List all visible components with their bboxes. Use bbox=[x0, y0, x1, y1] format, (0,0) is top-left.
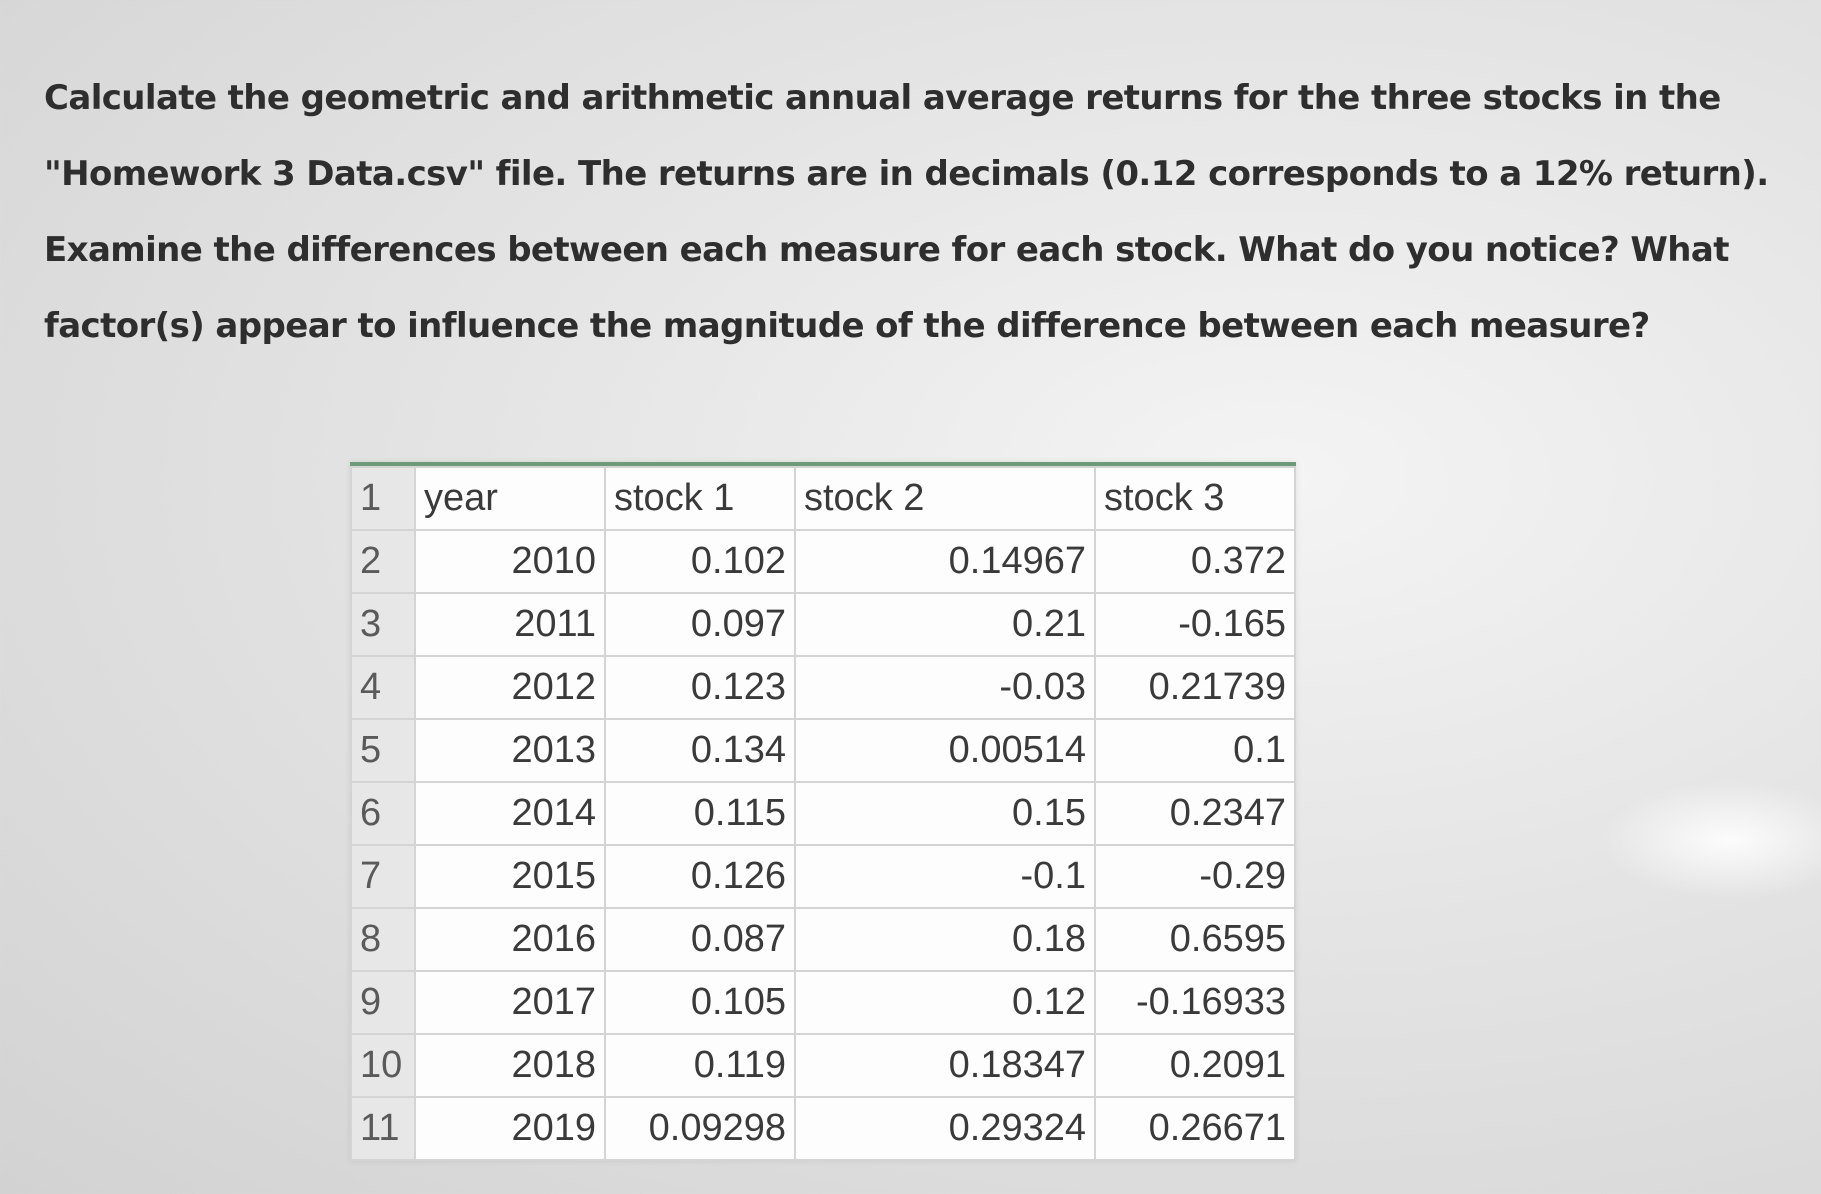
cell-stock-2[interactable]: 0.21 bbox=[795, 593, 1095, 656]
cell-year[interactable]: 2014 bbox=[415, 782, 605, 845]
cell-stock-1[interactable]: 0.09298 bbox=[605, 1097, 795, 1160]
cell-stock-1[interactable]: 0.087 bbox=[605, 908, 795, 971]
cell-stock-3[interactable]: -0.29 bbox=[1095, 845, 1295, 908]
row-number[interactable]: 11 bbox=[351, 1097, 415, 1160]
row-number[interactable]: 9 bbox=[351, 971, 415, 1034]
row-number[interactable]: 1 bbox=[351, 467, 415, 530]
row-number[interactable]: 8 bbox=[351, 908, 415, 971]
cell-stock-2[interactable]: -0.1 bbox=[795, 845, 1095, 908]
table-row bbox=[351, 908, 1295, 971]
cell-stock-2[interactable]: 0.12 bbox=[795, 971, 1095, 1034]
cell-year[interactable]: 2011 bbox=[415, 593, 605, 656]
row-number[interactable]: 6 bbox=[351, 782, 415, 845]
cell-stock-2[interactable]: 0.29324 bbox=[795, 1097, 1095, 1160]
cell-stock-1[interactable]: 0.115 bbox=[605, 782, 795, 845]
cell-stock-3[interactable]: 0.6595 bbox=[1095, 908, 1295, 971]
table-row bbox=[351, 593, 1295, 656]
cell-stock-1[interactable]: 0.105 bbox=[605, 971, 795, 1034]
cell-stock-2[interactable]: 0.18347 bbox=[795, 1034, 1095, 1097]
table-row bbox=[351, 719, 1295, 782]
header-stock-1[interactable]: stock 1 bbox=[605, 467, 795, 530]
table-row bbox=[351, 530, 1295, 593]
header-stock-3[interactable]: stock 3 bbox=[1095, 467, 1295, 530]
cell-stock-1[interactable]: 0.097 bbox=[605, 593, 795, 656]
cell-stock-3[interactable]: 0.372 bbox=[1095, 530, 1295, 593]
cell-year[interactable]: 2016 bbox=[415, 908, 605, 971]
cell-stock-3[interactable]: 0.21739 bbox=[1095, 656, 1295, 719]
cell-stock-1[interactable]: 0.102 bbox=[605, 530, 795, 593]
cell-stock-3[interactable]: 0.2091 bbox=[1095, 1034, 1295, 1097]
table-row bbox=[351, 845, 1295, 908]
table-row bbox=[351, 1034, 1295, 1097]
row-number[interactable]: 10 bbox=[351, 1034, 415, 1097]
header-year[interactable]: year bbox=[415, 467, 605, 530]
data-table bbox=[350, 466, 1296, 1161]
cell-stock-3[interactable]: -0.165 bbox=[1095, 593, 1295, 656]
row-number[interactable]: 7 bbox=[351, 845, 415, 908]
spreadsheet bbox=[350, 462, 1296, 1161]
screen-glare bbox=[1600, 780, 1821, 900]
cell-year[interactable]: 2012 bbox=[415, 656, 605, 719]
cell-stock-1[interactable]: 0.126 bbox=[605, 845, 795, 908]
cell-stock-3[interactable]: -0.16933 bbox=[1095, 971, 1295, 1034]
cell-stock-1[interactable]: 0.119 bbox=[605, 1034, 795, 1097]
header-stock-2[interactable]: stock 2 bbox=[795, 467, 1095, 530]
cell-year[interactable]: 2015 bbox=[415, 845, 605, 908]
row-number[interactable]: 3 bbox=[351, 593, 415, 656]
table-row bbox=[351, 656, 1295, 719]
cell-stock-2[interactable]: 0.00514 bbox=[795, 719, 1095, 782]
cell-stock-3[interactable]: 0.26671 bbox=[1095, 1097, 1295, 1160]
cell-year[interactable]: 2010 bbox=[415, 530, 605, 593]
row-number[interactable]: 4 bbox=[351, 656, 415, 719]
cell-stock-2[interactable]: 0.14967 bbox=[795, 530, 1095, 593]
cell-year[interactable]: 2017 bbox=[415, 971, 605, 1034]
row-number[interactable]: 2 bbox=[351, 530, 415, 593]
table-row bbox=[351, 971, 1295, 1034]
table-row bbox=[351, 1097, 1295, 1160]
header-row bbox=[351, 467, 1295, 530]
cell-stock-1[interactable]: 0.134 bbox=[605, 719, 795, 782]
row-number[interactable]: 5 bbox=[351, 719, 415, 782]
cell-year[interactable]: 2013 bbox=[415, 719, 605, 782]
cell-stock-2[interactable]: 0.18 bbox=[795, 908, 1095, 971]
table-row bbox=[351, 782, 1295, 845]
cell-stock-1[interactable]: 0.123 bbox=[605, 656, 795, 719]
cell-year[interactable]: 2019 bbox=[415, 1097, 605, 1160]
cell-year[interactable]: 2018 bbox=[415, 1034, 605, 1097]
cell-stock-3[interactable]: 0.1 bbox=[1095, 719, 1295, 782]
cell-stock-3[interactable]: 0.2347 bbox=[1095, 782, 1295, 845]
question-text: Calculate the geometric and arithmetic annual average returns for the three stocks in the "Homework 3 Data.csv" file. The returns are in decimals (0.12 corresponds to a 12% return). Examine the differences between each measure for each stock. What do you notice? What factor(s) appear to influence the magnitude of the difference between each measure? bbox=[44, 78, 1769, 346]
cell-stock-2[interactable]: -0.03 bbox=[795, 656, 1095, 719]
cell-stock-2[interactable]: 0.15 bbox=[795, 782, 1095, 845]
